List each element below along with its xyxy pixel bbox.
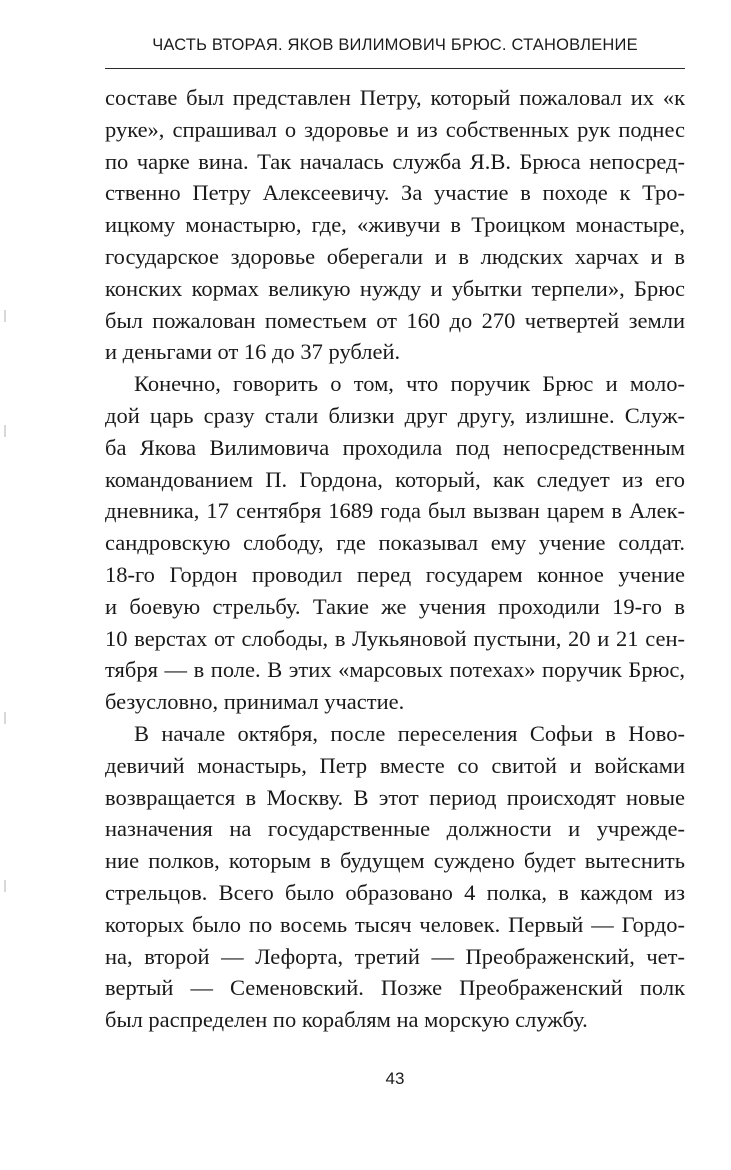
text-line: составе был представлен Петру, который пожаловал их «к: [105, 85, 685, 110]
text-line: стрельцов. Всего было образовано 4 полка, в каждом из: [105, 879, 685, 905]
paragraph-2: [105, 368, 685, 718]
text-line: тября — в поле. В этих «марсовых потехах» поручик Брюс,: [105, 657, 685, 683]
text-line: назначения на государственные должности и учрежде-: [105, 816, 685, 842]
text-line: был распределен по кораблям на морскую службу.: [105, 1007, 588, 1033]
text-line: 10 верстах от слободы, в Лукьяновой пустыни, 20 и 21 сен-: [105, 625, 685, 651]
header-divider: [105, 68, 685, 69]
text-line: по чарке вина. Так началась служба Я.В. Брюса непосред-: [105, 148, 685, 174]
running-header: ЧАСТЬ ВТОРАЯ. ЯКОВ ВИЛИМОВИЧ БРЮС. СТАНОВЛЕНИЕ: [152, 36, 638, 54]
text-line: командованием П. Гордона, который, как следует из его: [105, 466, 685, 492]
body-text: [105, 82, 685, 1036]
text-line: и боевую стрельбу. Такие же учения проходили 19-го в: [105, 593, 685, 619]
text-line: на, второй — Лефорта, третий — Преображенский, чет-: [105, 943, 685, 969]
text-line: Конечно, говорить о том, что поручик Брюс и моло-: [134, 371, 685, 397]
page-number: 43: [385, 1069, 405, 1088]
text-line: ба Якова Вилимовича проходила под непосредственным: [105, 434, 685, 460]
text-line: В начале октября, после переселения Софьи в Ново-: [134, 720, 685, 746]
text-line: ицкому монастырю, где, «живучи в Троицком монастыре,: [105, 212, 685, 238]
text-line: был пожалован поместьем от 160 до 270 четвертей земли: [105, 307, 685, 333]
text-line: сандровскую слободу, где показывал ему учение солдат.: [105, 530, 685, 556]
text-line: девичий монастырь, Петр вместе со свитой и войсками: [105, 752, 685, 778]
text-line: безусловно, принимал участие.: [105, 689, 405, 715]
text-line: 18-го Гордон проводил перед государем конное учение: [105, 561, 685, 587]
text-line: дневника, 17 сентября 1689 года был вызван царем в Алек-: [105, 498, 685, 524]
text-line: дой царь сразу стали близки друг другу, излишне. Служ-: [105, 402, 685, 428]
text-line: вертый — Семеновский. Позже Преображенский полк: [105, 975, 685, 1001]
scan-margin-mark: [4, 425, 6, 437]
text-line: и деньгами от 16 до 37 рублей.: [105, 339, 401, 365]
text-line: ние полков, которым в будущем суждено будет вытеснить: [105, 848, 685, 874]
text-line: конских кормах великую нужду и убытки терпели», Брюс: [105, 275, 685, 301]
paragraph-3: [105, 718, 685, 1036]
text-line: которых было по восемь тысяч человек. Первый — Гордо-: [105, 911, 685, 937]
text-line: возвращается в Москву. В этот период происходят новые: [105, 784, 685, 810]
text-line: руке», спрашивал о здоровье и из собственных рук поднес: [105, 116, 685, 142]
text-line: ственно Петру Алексеевичу. За участие в походе к Тро-: [105, 180, 685, 206]
scan-margin-mark: [4, 880, 6, 892]
text-line: государское здоровье оберегали и в людских харчах и в: [105, 243, 685, 269]
scan-margin-mark: [4, 310, 6, 322]
scan-margin-mark: [4, 712, 6, 724]
paragraph-1: [105, 82, 685, 368]
